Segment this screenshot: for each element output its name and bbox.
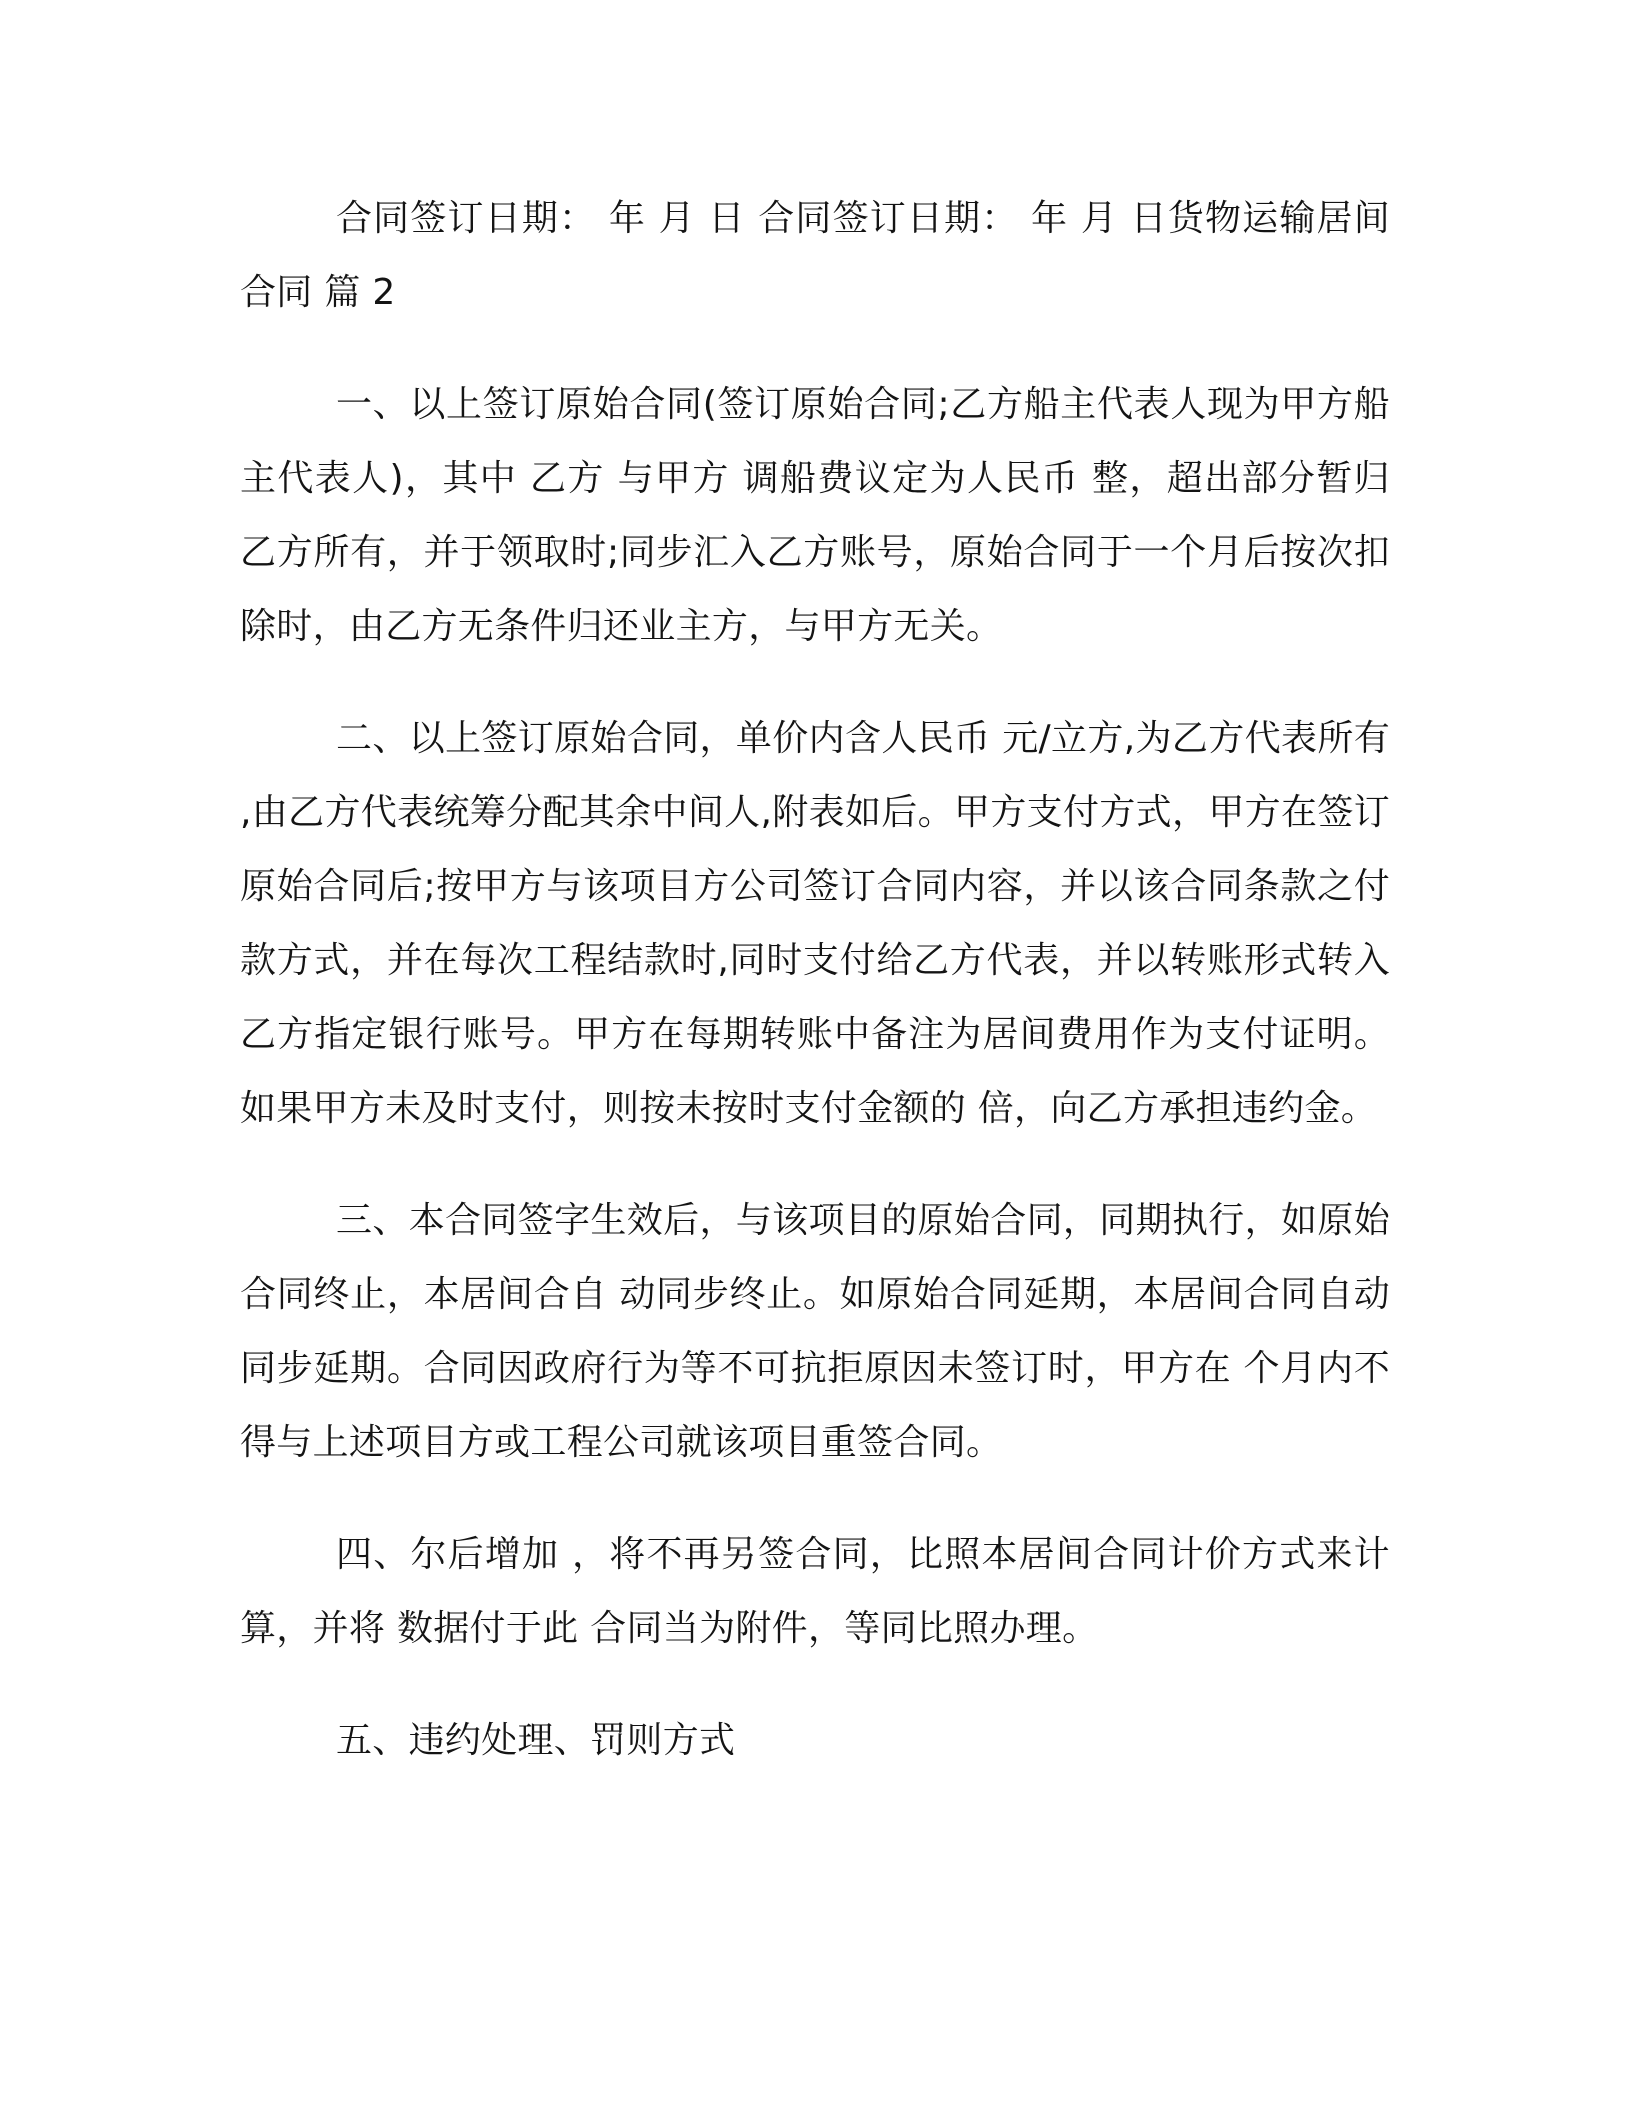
paragraph-clause-5: 五、违约处理、罚则方式 xyxy=(336,1720,736,1761)
paragraph-clause-1: 一、以上签订原始合同(签订原始合同;乙方船主代表人现为甲方船主代表人)，其中 乙方 与甲方 调船费议定为人民币 整，超出部分暂归乙方所有，并于领取时;同步汇入乙方账号，原始合同于一个月后按次扣除时，由乙方无条件归还业主方，与甲方无关。 xyxy=(240,384,1390,647)
paragraph-heading: 合同签订日期： 年 月 日 合同签订日期： 年 月 日货物运输居间合同 篇 2 xyxy=(240,198,1390,313)
paragraph-clause-4: 四、尔后增加 ，将不再另签合同，比照本居间合同计价方式来计算，并将 数据付于此 合同当为附件，等同比照办理。 xyxy=(240,1534,1390,1649)
paragraph-clause-2: 二、以上签订原始合同，单价内含人民币 元/立方,为乙方代表所有,由乙方代表统筹分配其余中间人,附表如后。甲方支付方式，甲方在签订原始合同后;按甲方与该项目方公司签订合同内容，并以该合同条款之付款方式，并在每次工程结款时,同时支付给乙方代表，并以转账形式转入乙方指定银行账号。甲方在每期转账中备注为居间费用作为支付证明。如果甲方未及时支付，则按未按时支付金额的 倍，向乙方承担违约金。 xyxy=(240,718,1390,1129)
paragraph-clause-3: 三、本合同签字生效后，与该项目的原始合同，同期执行，如原始合同终止，本居间合自 动同步终止。如原始合同延期，本居间合同自动同步延期。合同因政府行为等不可抗拒原因未签订时，甲方在 个月内不得与上述项目方或工程公司就该项目重签合同。 xyxy=(240,1200,1390,1463)
document-body xyxy=(240,182,1390,1778)
